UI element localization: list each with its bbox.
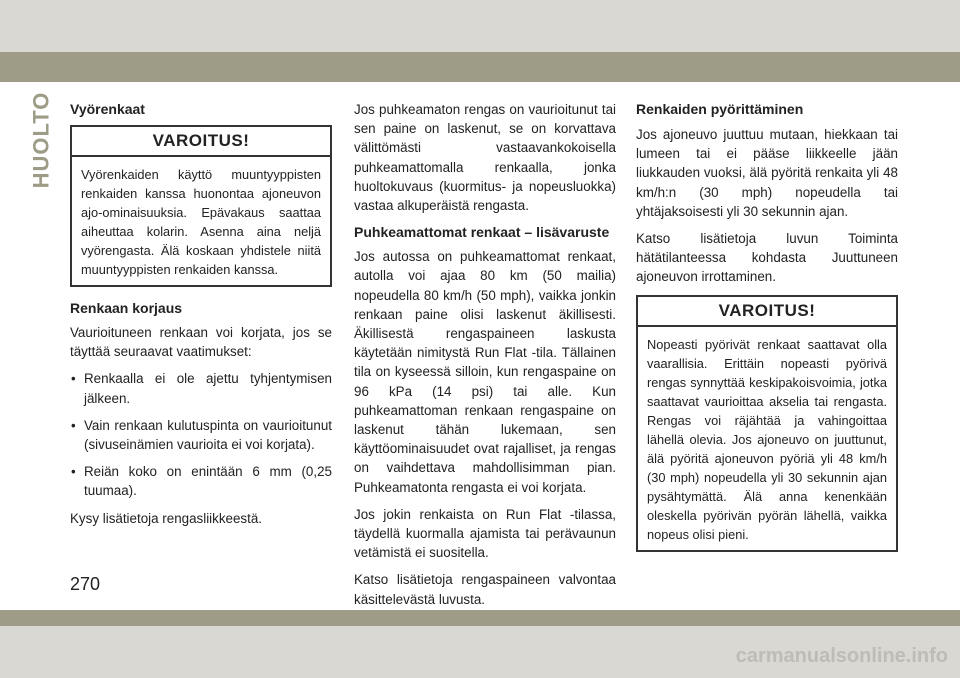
repair-requirements-list [70, 369, 332, 500]
page-number: 270 [70, 574, 101, 594]
paragraph: Jos autossa on puhkeamattomat renkaat, autolla voi ajaa 80 km (50 mailia) nopeudella 80 km/h (50 mph), vaikka jonkin renkaan paine olisi laskenut äkillisesti. Äkillisestä rengaspaineen laskusta käytetään nimitystä Run Flat -tila. Tällainen tila on kyseessä silloin, kun rengaspaine on 96 kPa (14 psi) tai alle. Kun puhkeamattoman renkaan rengaspaine on laskenut tähän lukemaan, sen käyttöominaisuudet ovat rajalliset, ja rengas on vaihdettava mahdollisimman pian. Puhkeamatonta rengasta ei voi korjata. [354, 249, 616, 495]
heading-renkaiden-pyorittaminen: Renkaiden pyörittäminen [636, 101, 804, 117]
column-1 [70, 100, 332, 536]
paragraph: Katso lisätietoja rengaspaineen valvontaa käsittelevästä luvusta. [354, 572, 616, 607]
warning-title: VAROITUS! [638, 297, 896, 327]
list-item: • Reiän koko on enintään 6 mm (0,25 tuumaa). [70, 462, 332, 500]
heading-puhkeamattomat-renkaat: Puhkeamattomat renkaat – lisävaruste [354, 224, 610, 241]
column-3 [636, 100, 898, 564]
warning-body: Vyörenkaiden käyttö muuntyyppisten renkaiden kanssa huonontaa ajoneuvon ajo-ominaisuuksia. Epävakaus saattaa aiheuttaa kolarin. Asenna aina neljä vyörengasta. Älä koskaan yhdistele niitä muuntyyppisten renkaiden kanssa. [81, 167, 321, 277]
section-side-tab [28, 91, 54, 189]
column-2 [354, 100, 616, 617]
paragraph: Jos jokin renkaista on Run Flat -tilassa, täydellä kuormalla ajamista tai perävaunun vetämistä ei suositella. [354, 506, 616, 561]
watermark: carmanualsonline.info [735, 645, 948, 667]
paragraph: Jos puhkeamaton rengas on vaurioitunut tai sen paine on laskenut, se on korvattava välittömästi vastaavankokoisella puhkeamattomalla renkaalla, jonka huoltokuvaus (kuormitus- ja nopeusluokka) vastaa alkuperäistä rengasta. [354, 102, 616, 214]
header-band [0, 0, 960, 52]
heading-renkaan-korjaus: Renkaan korjaus [70, 300, 183, 316]
list-item: • Renkaalla ei ole ajettu tyhjentymisen jälkeen. [70, 369, 332, 407]
repair-closing: Kysy lisätietoja rengasliikkeestä. [70, 510, 263, 526]
paragraph: Katso lisätietoja luvun Toiminta hätätilanteessa kohdasta Juuttuneen ajoneuvon irrottaminen. [636, 231, 898, 285]
list-item: • Vain renkaan kulutuspinta on vaurioitunut (sivuseinämien vaurioita ei voi korjata). [70, 416, 332, 454]
repair-intro: Vaurioituneen renkaan voi korjata, jos se täyttää seuraavat vaatimukset: [70, 325, 332, 360]
warning-body: Nopeasti pyörivät renkaat saattavat olla vaarallisia. Erittäin nopeasti pyörivä rengas synnyttää keskipakoisvoimia, jotka saattavat vaurioittaa akselia tai rengasta. Rengas voi räjähtää ja vahingoittaa lähellä olevia. Jos ajoneuvo on juuttunut, älä pyöritä ajoneuvon pyöriä yli 48 km/h (30 mph) nopeudella yli 30 sekunnin ajan pysähtymättä. Älä anna kenenkään oleskella pyörivän pyörän lähellä, vaikka nopeus olisi pieni. [647, 336, 887, 542]
warning-box-1 [70, 125, 332, 287]
paragraph: Jos ajoneuvo juuttuu mutaan, hiekkaan tai lumeen tai ei pääse liikkeelle jään liukkauden vuoksi, älä pyöritä renkaita yli 48 km/h:n (30 mph) nopeudella tai yhtäjaksoisesti yli 30 sekunnin ajan. [636, 127, 898, 219]
heading-vyorenkaat: Vyörenkaat [70, 101, 145, 117]
footer-stripe [0, 610, 960, 626]
warning-title: VAROITUS! [72, 127, 330, 157]
header-stripe [0, 52, 960, 82]
warning-box-2 [636, 295, 898, 552]
section-side-tab-label: HUOLTO [28, 91, 54, 189]
